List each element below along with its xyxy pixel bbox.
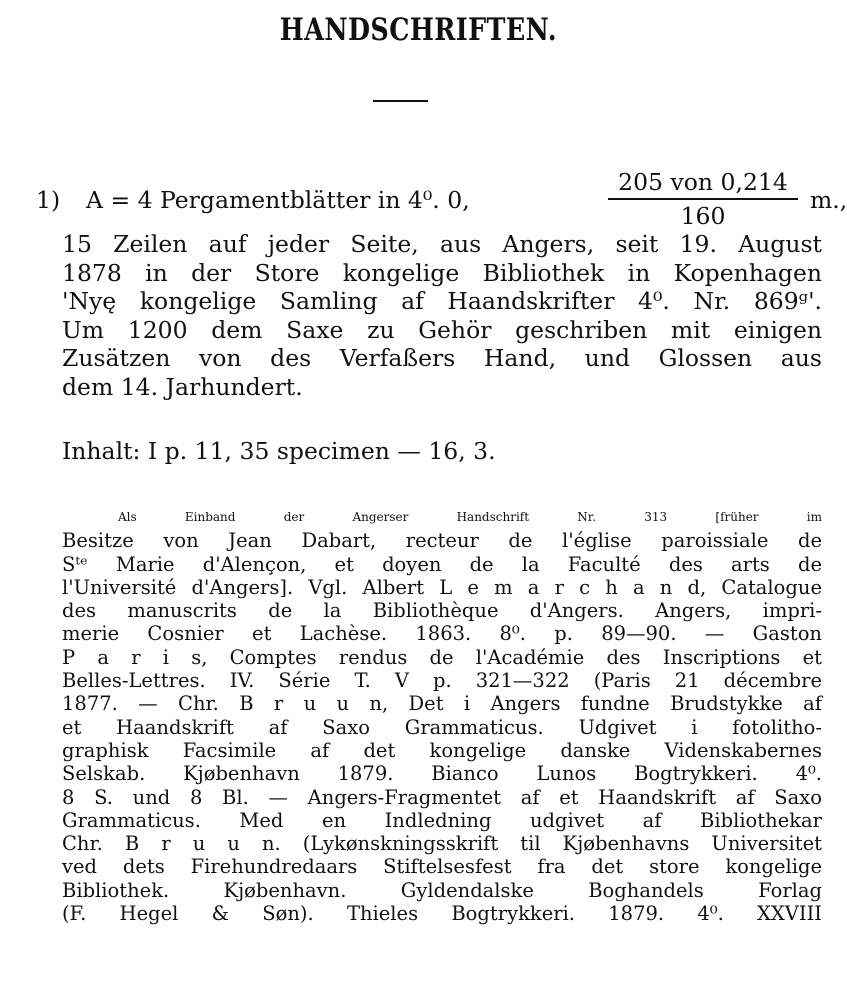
fraction-denominator: 160 <box>680 202 726 231</box>
note-line: graphisk Facsimile af det kongelige danske Videnskabernes <box>62 738 822 762</box>
title-rule <box>373 100 428 102</box>
note-line: Besitze von Jean Dabart, recteur de l'église paroissiale de <box>62 529 822 553</box>
note-line: Selskab. Kjøbenhavn 1879. Bianco Lunos Bogtrykkeri. 4⁰. <box>62 762 822 786</box>
body-line: 15 Zeilen auf jeder Seite, aus Angers, seit 19. August <box>62 230 822 258</box>
note-line: Chr. B r u u n. (Lykønskningsskrift til Kjøbenhavns Universitet <box>62 832 822 856</box>
body-line: Um 1200 dem Saxe zu Gehör geschriben mit einigen <box>62 315 822 344</box>
entry-heading <box>36 168 847 231</box>
note-line: 1877. — Chr. B r u u n, Det i Angers fundne Brudstykke af <box>62 692 822 716</box>
note-line: (F. Hegel & Søn). Thieles Bogtrykkeri. 1879. 4⁰. XXVIII <box>62 902 822 926</box>
entry-description: A = 4 Pergamentblätter in 4⁰. 0, <box>86 186 470 214</box>
note-line: P a r i s, Comptes rendus de l'Académie des Inscriptions et <box>62 645 822 669</box>
entry-number: 1) <box>36 186 61 214</box>
note-line: Als Einband der Angerser Handschrift Nr. 313 [früher im <box>118 510 822 524</box>
note-line: des manuscrits de la Bibliothèque d'Angers. Angers, impri- <box>62 599 822 623</box>
entry-first-line <box>36 168 847 231</box>
body-line: 'Nyę kongelige Samling af Haandskrifter 4⁰. Nr. 869ᵍ'. <box>62 287 822 315</box>
body-line: dem 14. Jarhundert. <box>62 372 303 401</box>
entry-body <box>62 230 822 401</box>
note-line: et Haandskrift af Saxo Grammaticus. Udgivet i fotolitho- <box>62 715 822 739</box>
body-line: 1878 in der Store kongelige Bibliothek in Kopenhagen <box>62 258 822 287</box>
dimension-fraction <box>608 168 798 230</box>
bibliographic-note <box>62 506 822 925</box>
body-line: Zusätzen von des Verfaßers Hand, und Glossen aus <box>62 344 822 372</box>
fraction-numerator: 205 von 0,214 <box>608 168 798 200</box>
note-line: ved dets Firehundredaars Stiftelsesfest fra det store kongelige <box>62 855 822 879</box>
note-line: 8 S. und 8 Bl. — Angers-Fragmentet af et Haandskrift af Saxo <box>62 785 822 809</box>
dimension-unit: m., <box>810 186 847 214</box>
note-line: Grammaticus. Med en Indledning udgivet af Bibliothekar <box>62 808 822 832</box>
note-line: l'Université d'Angers]. Vgl. Albert L e m a r c h a n d, Catalogue <box>62 575 822 599</box>
note-line: merie Cosnier et Lachèse. 1863. 8⁰. p. 89—90. — Gaston <box>62 622 822 646</box>
note-line: Bibliothek. Kjøbenhavn. Gyldendalske Boghandels Forlag <box>62 878 822 902</box>
note-line: Sᵗᵉ Marie d'Alençon, et doyen de la Faculté des arts de <box>62 552 822 576</box>
note-line: Belles-Lettres. IV. Série T. V p. 321—322 (Paris 21 décembre <box>62 669 822 693</box>
page-title: HANDSCHRIFTEN. <box>279 12 557 48</box>
contents-line: Inhalt: I p. 11, 35 specimen — 16, 3. <box>62 437 496 465</box>
